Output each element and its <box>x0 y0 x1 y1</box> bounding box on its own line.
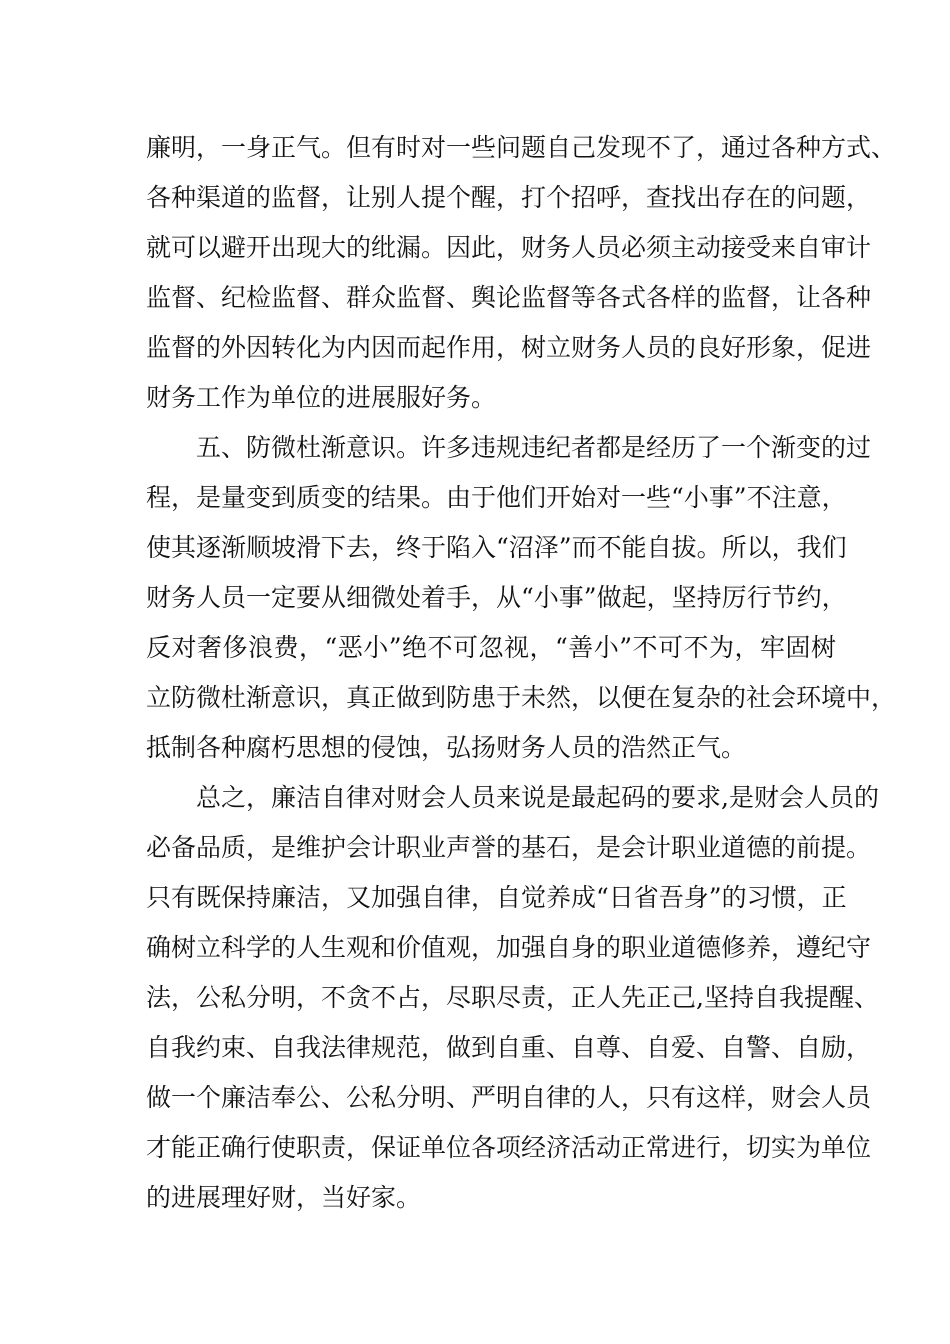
paragraph-1-line-4: 监督、纪检监督、群众监督、舆论监督等各式各样的监督，让各种 <box>146 283 872 312</box>
paragraph-3-line-3: 只有既保持廉洁，又加强自律，自觉养成“日省吾身”的习惯，正 <box>146 883 847 912</box>
paragraph-3-line-7: 做一个廉洁奉公、公私分明、严明自律的人，只有这样，财会人员 <box>146 1083 872 1112</box>
paragraph-3-line-4: 确树立科学的人生观和价值观，加强自身的职业道德修养，遵纪守 <box>146 933 872 962</box>
paragraph-2-line-5: 反对奢侈浪费，“恶小”绝不可忽视，“善小”不可不为，牢固树 <box>146 633 836 662</box>
paragraph-1-line-5: 监督的外因转化为内因而起作用，树立财务人员的良好形象，促进 <box>146 333 872 362</box>
paragraph-2-line-2: 程，是量变到质变的结果。由于他们开始对一些“小事”不注意， <box>146 483 847 512</box>
paragraph-1-line-1: 廉明，一身正气。但有时对一些问题自己发现不了，通过各种方式、 <box>146 133 897 162</box>
paragraph-1-line-3: 就可以避开出现大的纰漏。因此，财务人员必须主动接受来自审计 <box>146 233 872 262</box>
paragraph-1-line-6: 财务工作为单位的进展服好务。 <box>146 383 497 412</box>
paragraph-3-line-2: 必备品质，是维护会计职业声誉的基石，是会计职业道德的前提。 <box>146 833 872 862</box>
paragraph-3-line-9: 的进展理好财，当好家。 <box>146 1183 422 1212</box>
paragraph-2-line-1: 五、防微杜渐意识。许多违规违纪者都是经历了一个渐变的过 <box>196 433 872 462</box>
paragraph-3-line-5: 法，公私分明，不贪不占，尽职尽责，正人先正己,坚持自我提醒、 <box>146 983 879 1012</box>
paragraph-2-line-6: 立防微杜渐意识，真正做到防患于未然，以便在复杂的社会环境中， <box>146 683 897 712</box>
paragraph-3-line-6: 自我约束、自我法律规范，做到自重、自尊、自爱、自警、自励， <box>146 1033 872 1062</box>
paragraph-2-line-4: 财务人员一定要从细微处着手，从“小事”做起，坚持厉行节约， <box>146 583 847 612</box>
paragraph-3-line-8: 才能正确行使职责，保证单位各项经济活动正常进行，切实为单位 <box>146 1133 872 1162</box>
paragraph-2-line-3: 使其逐渐顺坡滑下去，终于陷入“沼泽”而不能自拔。所以，我们 <box>146 533 847 562</box>
paragraph-1-line-2: 各种渠道的监督，让别人提个醒，打个招呼，查找出存在的问题， <box>146 183 872 212</box>
paragraph-2-line-7: 抵制各种腐朽思想的侵蚀，弘扬财务人员的浩然正气。 <box>146 733 747 762</box>
paragraph-3-line-1: 总之，廉洁自律对财会人员来说是最起码的要求,是财会人员的 <box>196 783 879 812</box>
